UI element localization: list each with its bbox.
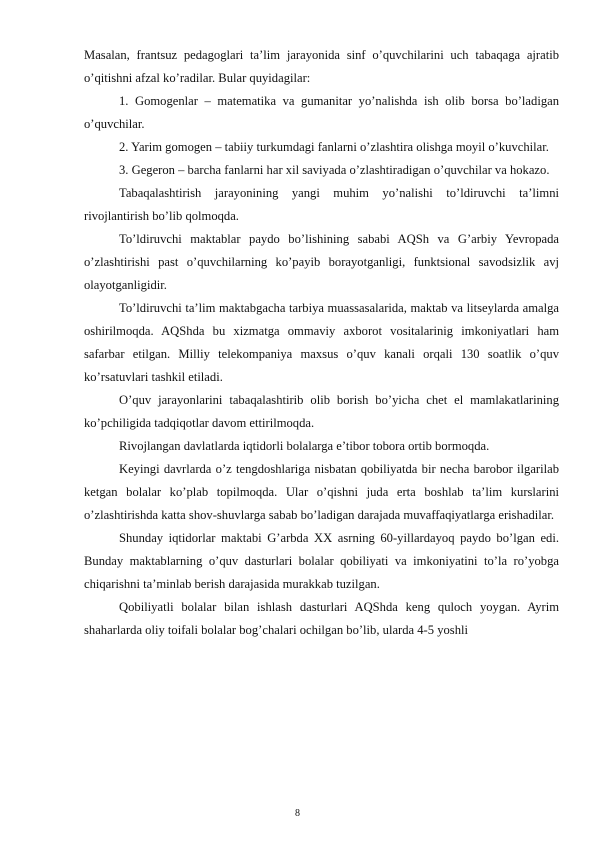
document-page [84, 44, 559, 642]
paragraph: Masalan, frantsuz pedagoglari ta’lim jarayonida sinf o’quvchilarini uch tabaqaga ajratib o’qitishni afzal ko’radilar. Bular quyidagilar: [84, 48, 559, 85]
paragraph: Shunday iqtidorlar maktabi G’arbda XX asrning 60-yillardayoq paydo bo’lgan edi. Bunday maktablarning o’quv dasturlari bolalar qobiliyati va imkoniyatini to’la ro’yobga chiqarishni ta’minlab berish darajasida murakkab tuzilgan. [84, 531, 559, 591]
paragraph: Keyingi davrlarda o’z tengdoshlariga nisbatan qobiliyatda bir necha barobor ilgarilab ketgan bolalar ko’plab topilmoqda. Ular o’qishni juda erta boshlab ta’lim kurslarini o’zlashtirishda katta shov-shuvlarga sabab bo’ladigan darajada muvaffaqiyatlarga erishadilar. [84, 462, 559, 522]
list-item-gegeron: 3. Gegeron – barcha fanlarni har xil saviyada o’zlashtiradigan o’quvchilar va hokazo. [119, 163, 550, 177]
paragraph: To’ldiruvchi maktablar paydo bo’lishining sababi AQSh va G’arbiy Yevropada o’zlashtirishi past o’quvchilarning ko’payib borayotganligi, funktsional savodsizlik avj olayotganligidir. [84, 232, 559, 292]
paragraph: O’quv jarayonlarini tabaqalashtirib olib borish bo’yicha chet el mamlakatlarining ko’pchiligida tadqiqotlar davom ettirilmoqda. [84, 393, 559, 430]
paragraph: Tabaqalashtirish jarayonining yangi muhim yo’nalishi to’ldiruvchi ta’limni rivojlantirish bo’lib qolmoqda. [84, 186, 559, 223]
page-number: 8 [295, 808, 300, 819]
paragraph: Rivojlangan davlatlarda iqtidorli bolalarga e’tibor tobora ortib bormoqda. [119, 439, 490, 453]
list-item-gomogenlar: 1. Gomogenlar – matematika va gumanitar yo’nalishda ish olib borsa bo’ladigan o’quvchilar. [84, 94, 559, 131]
paragraph: To’ldiruvchi ta’lim maktabgacha tarbiya muassasalarida, maktab va litseylarda amalga oshirilmoqda. AQShda bu xizmatga ommaviy axborot vositalarinig imkoniyatlari ham safarbar etilgan. Milliy telekompaniya maxsus o’quv kanali orqali 130 soatlik o’quv ko’rsatuvlari tashkil etiladi. [84, 301, 559, 384]
list-item-yarim-gomogen: 2. Yarim gomogen – tabiiy turkumdagi fanlarni o’zlashtira olishga moyil o’kuvchilar. [119, 140, 549, 154]
paragraph: Qobiliyatli bolalar bilan ishlash dasturlari AQShda keng quloch yoygan. Ayrim shaharlarda oliy toifali bolalar bog’chalari ochilgan bo’lib, ularda 4-5 yoshli [84, 600, 559, 637]
